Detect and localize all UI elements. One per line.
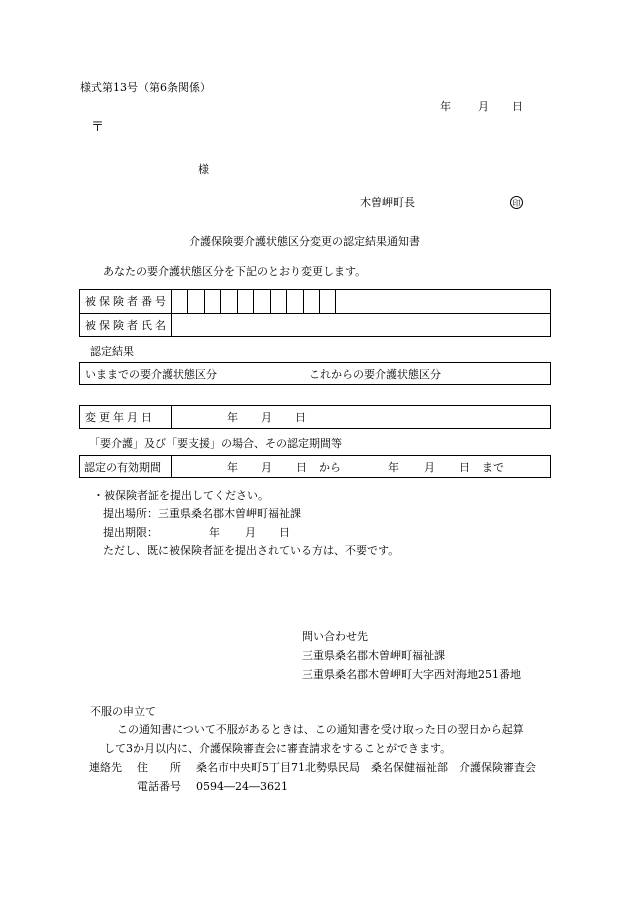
notice-bullet: ・被保険者証を提出してください。	[93, 489, 269, 502]
validity-box	[79, 455, 551, 478]
contact-label: 連絡先	[89, 761, 122, 774]
inquiry-dept: 三重県桑名郡木曽岬町福祉課	[302, 649, 445, 662]
validity-from: から	[319, 461, 341, 474]
notice-place: 提出場所：三重県桑名郡木曽岬町福祉課	[103, 507, 301, 520]
validity-end-month: 月	[424, 461, 435, 474]
notice-deadline-year: 年	[209, 526, 220, 539]
result-heading: 認定結果	[90, 345, 134, 358]
insured-table	[79, 289, 551, 337]
addressee-suffix: 様	[198, 163, 209, 176]
inquiry-address: 三重県桑名郡木曽岬町大字西対海地251番地	[302, 668, 521, 681]
validity-end-day: 日	[459, 461, 470, 474]
validity-label: 認定の有効期間	[84, 461, 161, 474]
notice-deadline-month: 月	[245, 526, 256, 539]
insured-number-label: 被保険者番号	[85, 295, 169, 308]
change-date-year: 年	[227, 411, 238, 424]
contact-address-label: 住 所	[137, 761, 181, 774]
validity-start-day: 日	[296, 461, 307, 474]
appeal-line-1: この通知書について不服があるときは、この通知書を受け取った日の翌日から起算	[117, 723, 524, 736]
date-month: 月	[478, 100, 489, 113]
previous-level-label: いままでの要介護状態区分	[85, 368, 217, 381]
form-number: 様式第13号（第6条関係）	[80, 81, 211, 94]
validity-start-year: 年	[227, 461, 238, 474]
inquiry-heading: 問い合わせ先	[302, 630, 368, 643]
period-note: 「要介護」及び「要支援」の場合、その認定期間等	[89, 437, 342, 450]
notice-deadline-day: 日	[279, 526, 290, 539]
contact-phone: 0594―24―3621	[196, 780, 288, 793]
contact-address: 桑名市中央町5丁目71北勢県民局 桑名保健福祉部 介護保険審査会	[196, 761, 536, 774]
appeal-heading: 不服の申立て	[90, 705, 156, 718]
seal-stamp: 印	[510, 196, 523, 209]
document-title: 介護保険要介護状態区分変更の認定結果通知書	[189, 235, 420, 248]
contact-phone-label: 電話番号	[137, 780, 181, 793]
insured-number-cells[interactable]	[171, 290, 336, 313]
result-box	[79, 362, 551, 385]
change-date-month: 月	[261, 411, 272, 424]
postal-mark: 〒	[91, 120, 105, 135]
validity-until: まで	[482, 461, 504, 474]
intro-text: あなたの要介護状態区分を下記のとおり変更します。	[103, 265, 367, 278]
change-date-label: 変更年月日	[85, 411, 155, 424]
appeal-line-2: して3か月以内に、介護保険審査会に審査請求をすることができます。	[104, 742, 452, 755]
validity-end-year: 年	[388, 461, 399, 474]
date-year: 年	[440, 100, 451, 113]
change-date-day: 日	[295, 411, 306, 424]
new-level-label: これからの要介護状態区分	[309, 368, 441, 381]
change-date-box	[79, 405, 551, 429]
date-day: 日	[512, 100, 523, 113]
notice-note: ただし、既に被保険者証を提出されている方は、不要です。	[103, 544, 400, 557]
insured-name-label: 被保険者氏名	[85, 319, 169, 332]
issuer-title: 木曽岬町長	[360, 196, 415, 209]
validity-start-month: 月	[261, 461, 272, 474]
notice-deadline-label: 提出期限：	[103, 526, 158, 539]
